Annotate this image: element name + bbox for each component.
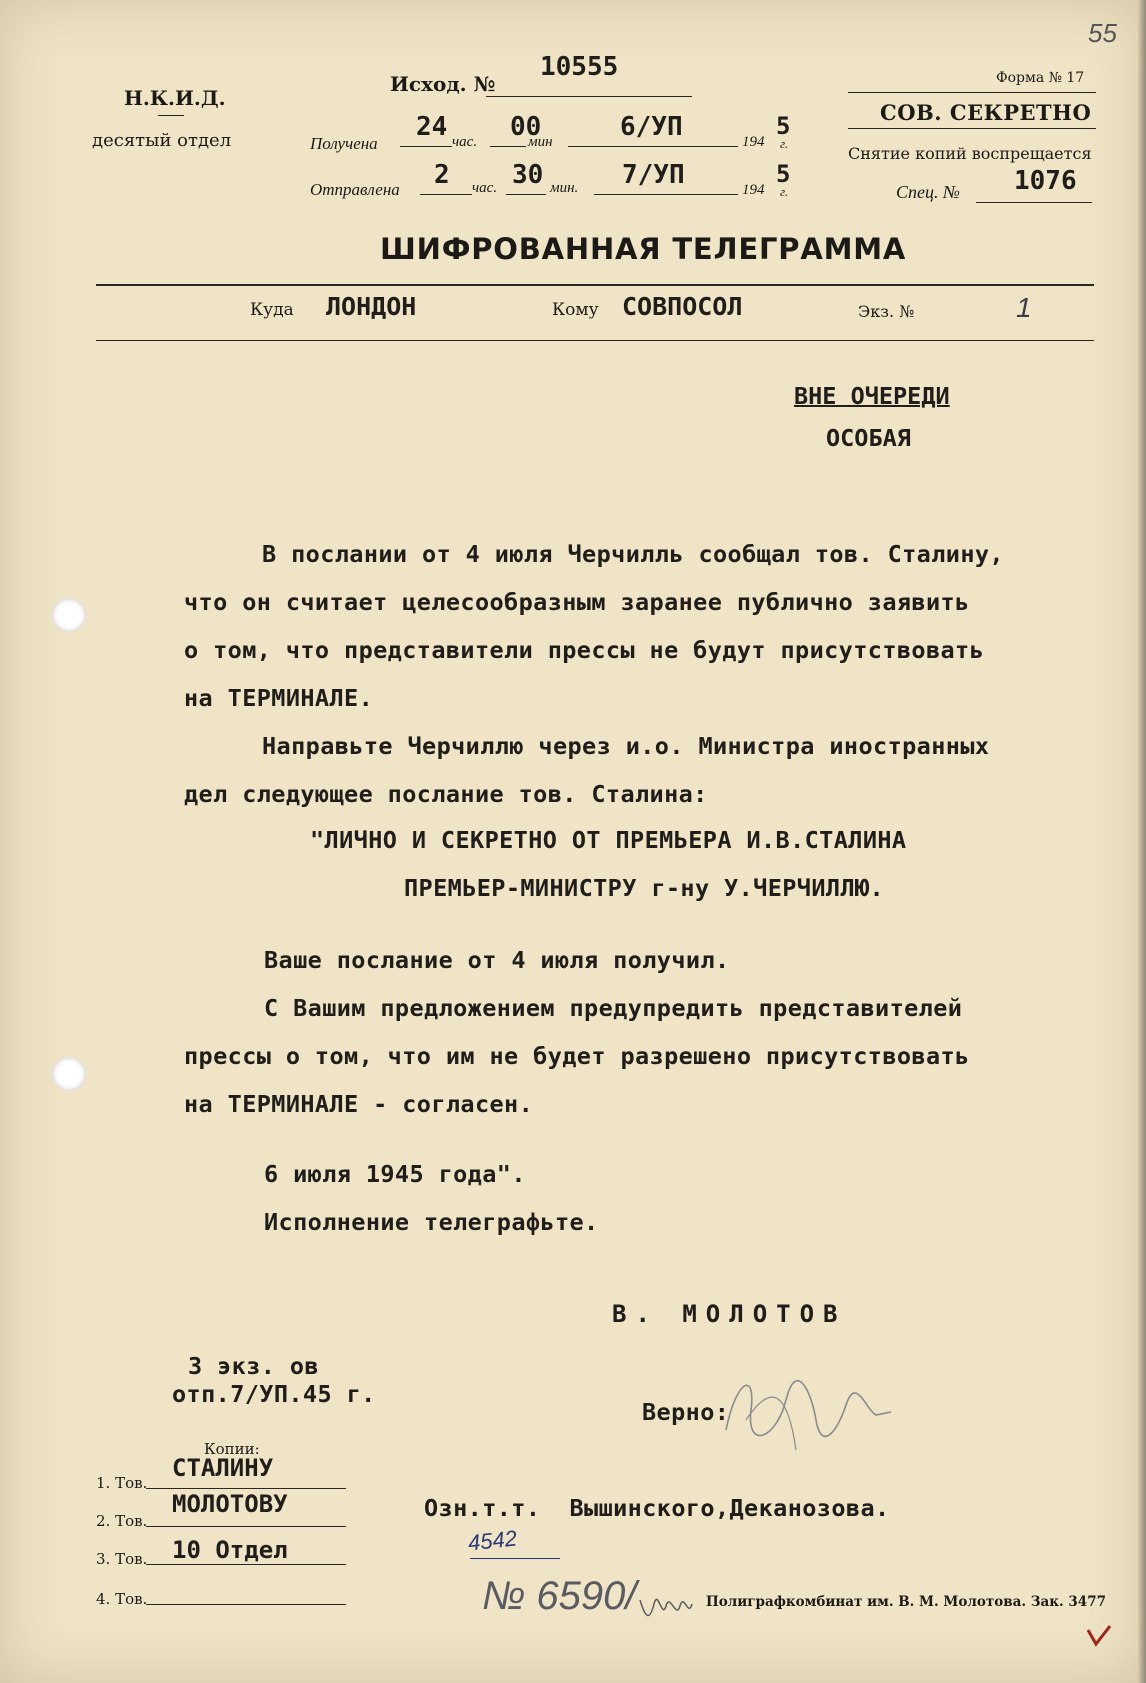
- handwritten-underline: [470, 1558, 560, 1559]
- quote-heading-line: ПРЕМЬЕР-МИНИСТРУ г-ну У.ЧЕРЧИЛЛЮ.: [404, 874, 885, 902]
- body-line: о том, что представители прессы не будут присутствовать: [184, 636, 985, 664]
- spec-number: 1076: [1014, 166, 1077, 196]
- received-date: 6/УП: [620, 112, 683, 142]
- punch-hole-bottom: [52, 1057, 86, 1091]
- where-label: Куда: [250, 300, 294, 320]
- handwritten-reg-number: № 6590/: [482, 1574, 637, 1618]
- form-underline: [848, 92, 1096, 93]
- copy-row-label: 1. Тов.: [96, 1474, 148, 1492]
- received-hour-unit: час.: [452, 134, 478, 150]
- punch-hole-top: [52, 598, 86, 632]
- copies-note-line: 3 экз. ов: [188, 1352, 319, 1380]
- copy-row-value: МОЛОТОВУ: [172, 1490, 288, 1518]
- received-hour-line: [400, 146, 452, 147]
- body-line: что он считает целесообразным заранее публично заявить: [184, 588, 970, 616]
- sent-hour-line: [420, 194, 472, 195]
- to-label: Кому: [552, 300, 599, 320]
- sent-minute: 30: [512, 160, 544, 190]
- received-year-prefix: 194: [742, 134, 765, 150]
- org-underline: [158, 115, 184, 116]
- handwritten-number: 4542: [466, 1525, 519, 1556]
- received-minute-line: [490, 146, 526, 147]
- document-title: ШИФРОВАННАЯ ТЕЛЕГРАММА: [380, 232, 907, 266]
- oznakomlen-note: Озн.т.т. Вышинского,Деканозова.: [424, 1494, 890, 1522]
- copy-row-value: СТАЛИНУ: [172, 1454, 274, 1482]
- spec-label: Спец. №: [896, 182, 960, 202]
- secrecy-underline: [848, 128, 1096, 129]
- outgoing-number: 10555: [540, 52, 619, 82]
- sent-hour: 2: [434, 160, 450, 190]
- quote-heading-line: "ЛИЧНО И СЕКРЕТНО ОТ ПРЕМЬЕРА И.В.СТАЛИНА: [310, 826, 907, 854]
- received-year-digit: 5: [776, 112, 791, 140]
- body-line: на ТЕРМИНАЛЕ.: [184, 684, 374, 712]
- copy-row-line: [146, 1526, 346, 1527]
- destination-rule: [96, 340, 1094, 341]
- red-check-mark: [1084, 1620, 1114, 1650]
- where-value: ЛОНДОН: [326, 292, 417, 321]
- verno-signature: [716, 1360, 896, 1460]
- sent-label: Отправлена: [310, 180, 400, 199]
- copy-row-label: 3. Тов.: [96, 1550, 148, 1568]
- sent-date: 7/УП: [622, 160, 685, 190]
- page-edge: [1138, 0, 1146, 1683]
- outgoing-label: Исход. №: [390, 72, 496, 96]
- copies-title: Копии:: [204, 1440, 260, 1458]
- sent-year-digit: 5: [776, 160, 791, 188]
- sheet-number: 55: [1088, 18, 1117, 48]
- quote-date: 6 июля 1945 года".: [264, 1160, 526, 1188]
- copy-value: 1: [1016, 292, 1032, 323]
- outgoing-line: [486, 96, 692, 97]
- body-line: С Вашим предложением предупредить представителей: [264, 994, 963, 1022]
- secrecy-stamp: СОВ. СЕКРЕТНО: [880, 100, 1092, 125]
- spec-line: [976, 202, 1092, 203]
- body-line: В послании от 4 июля Черчилль сообщал тов. Сталину,: [262, 540, 1004, 568]
- sent-minute-line: [506, 194, 546, 195]
- sent-hour-unit: час.: [472, 180, 498, 196]
- handwritten-scribble: [636, 1590, 696, 1630]
- form-label: Форма № 17: [996, 70, 1085, 86]
- copy-row-label: 4. Тов.: [96, 1590, 148, 1608]
- to-value: СОВПОСОЛ: [622, 292, 743, 321]
- signature: В. МОЛОТОВ: [612, 1300, 847, 1328]
- body-line: прессы о том, что им не будет разрешено присутствовать: [184, 1042, 970, 1070]
- received-minute-unit: мин: [528, 134, 553, 150]
- copy-row-line: [146, 1488, 346, 1489]
- org-name: Н.К.И.Д.: [124, 86, 226, 110]
- body-line: Ваше послание от 4 июля получил.: [264, 946, 730, 974]
- closing-line: Исполнение телеграфьте.: [264, 1208, 599, 1236]
- sent-minute-unit: мин.: [550, 180, 579, 196]
- copies-note-line: отп.7/УП.45 г.: [172, 1380, 376, 1408]
- received-hour: 24: [416, 112, 448, 142]
- body-line: Направьте Черчиллю через и.о. Министра иностранных: [262, 732, 990, 760]
- sent-year-unit: г.: [780, 184, 789, 199]
- body-line: дел следующее послание тов. Сталина:: [184, 780, 708, 808]
- received-year-unit: г.: [780, 136, 789, 151]
- received-minute: 00: [510, 112, 542, 142]
- department: десятый отдел: [92, 130, 232, 151]
- body-line: на ТЕРМИНАЛЕ - согласен.: [184, 1090, 534, 1118]
- copy-row-line: [146, 1604, 346, 1605]
- sent-date-line: [594, 194, 738, 195]
- copy-row-value: 10 Отдел: [172, 1536, 288, 1564]
- printer-imprint: Полиграфкомбинат им. В. М. Молотова. Зак. 3477: [706, 1594, 1106, 1610]
- received-date-line: [568, 146, 738, 147]
- copy-label: Экз. №: [858, 302, 915, 321]
- verno-label: Верно:: [642, 1398, 730, 1426]
- sent-year-prefix: 194: [742, 182, 765, 198]
- copy-row-label: 2. Тов.: [96, 1512, 148, 1530]
- priority-line1: ВНЕ ОЧЕРЕДИ: [794, 382, 950, 410]
- priority-line2: ОСОБАЯ: [826, 424, 911, 452]
- received-label: Получена: [310, 134, 378, 153]
- copy-row-line: [146, 1564, 346, 1565]
- no-copies-note: Снятие копий воспрещается: [848, 144, 1092, 163]
- title-rule: [96, 284, 1094, 286]
